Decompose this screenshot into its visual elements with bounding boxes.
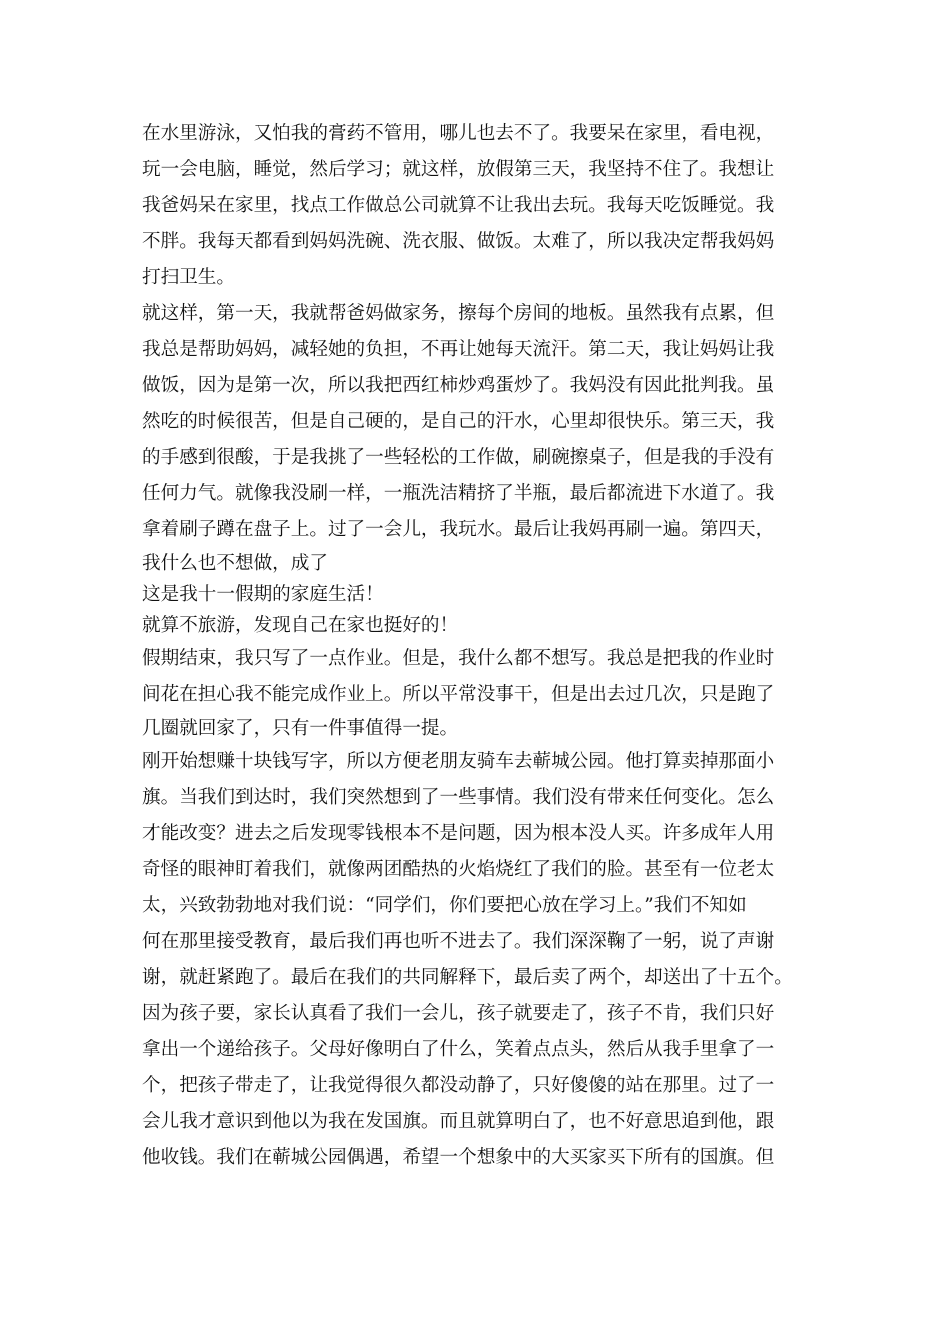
text-line: 才能改变？进去之后发现零钱根本不是问题，因为根本没人买。许多成年人用 (142, 823, 775, 844)
text-line: 何在那里接受教育，最后我们再也听不进去了。我们深深鞠了一躬，说了声谢 (142, 931, 775, 952)
text-line: 就这样，第一天，我就帮爸妈做家务，擦每个房间的地板。虽然我有点累，但 (142, 303, 775, 324)
text-line: 我总是帮助妈妈，减轻她的负担，不再让她每天流汗。第二天，我让妈妈让我 (142, 339, 775, 360)
text-line: 假期结束，我只写了一点作业。但是，我什么都不想写。我总是把我的作业时 (142, 648, 775, 669)
text-line: 奇怪的眼神盯着我们，就像两团酷热的火焰烧红了我们的脸。甚至有一位老太 (142, 859, 775, 880)
text-line: 我爸妈呆在家里，找点工作做总公司就算不让我出去玩。我每天吃饭睡觉。我 (142, 195, 775, 216)
text-line: 就算不旅游，发现自己在家也挺好的！ (142, 615, 459, 636)
text-line: 拿出一个递给孩子。父母好像明白了什么，笑着点点头，然后从我手里拿了一 (142, 1039, 775, 1060)
text-line: 玩一会电脑，睡觉，然后学习；就这样，放假第三天，我坚持不住了。我想让 (142, 159, 775, 180)
text-line: 因为孩子要，家长认真看了我们一会儿，孩子就要走了，孩子不肯，我们只好 (142, 1003, 775, 1024)
text-line: 几圈就回家了，只有一件事值得一提。 (142, 718, 459, 739)
text-line: 拿着刷子蹲在盘子上。过了一会儿，我玩水。最后让我妈再刷一遍。第四天， (142, 519, 775, 540)
text-line: 做饭，因为是第一次，所以我把西红柿炒鸡蛋炒了。我妈没有因此批判我。虽 (142, 375, 775, 396)
text-line: 间花在担心我不能完成作业上。所以平常没事干，但是出去过几次，只是跑了 (142, 684, 775, 705)
text-line: 会儿我才意识到他以为我在发国旗。而且就算明白了，也不好意思追到他，跟 (142, 1111, 775, 1132)
text-line: 刚开始想赚十块钱写字，所以方便老朋友骑车去蕲城公园。他打算卖掉那面小 (142, 751, 775, 772)
text-line: 任何力气。就像我没刷一样，一瓶洗洁精挤了半瓶，最后都流进下水道了。我 (142, 483, 775, 504)
text-line: 然吃的时候很苦，但是自己硬的，是自己的汗水，心里却很快乐。第三天，我 (142, 411, 775, 432)
body-text (142, 116, 822, 1176)
text-line: 太，兴致勃勃地对我们说：“同学们，你们要把心放在学习上。”我们不知如 (142, 895, 747, 916)
text-line: 个，把孩子带走了，让我觉得很久都没动静了，只好傻傻的站在那里。过了一 (142, 1075, 775, 1096)
text-line: 我什么也不想做，成了 (142, 553, 328, 574)
text-line: 这是我十一假期的家庭生活！ (142, 584, 384, 605)
text-line: 谢，就赶紧跑了。最后在我们的共同解释下，最后卖了两个，却送出了十五个。 (142, 967, 793, 988)
text-line: 旗。当我们到达时，我们突然想到了一些事情。我们没有带来任何变化。怎么 (142, 787, 775, 808)
text-line: 在水里游泳，又怕我的膏药不管用，哪儿也去不了。我要呆在家里，看电视， (142, 123, 775, 144)
text-line: 不胖。我每天都看到妈妈洗碗、洗衣服、做饭。太难了，所以我决定帮我妈妈 (142, 231, 775, 252)
text-line: 打扫卫生。 (142, 267, 235, 288)
text-line: 的手感到很酸，于是我挑了一些轻松的工作做，刷碗擦桌子，但是我的手没有 (142, 447, 775, 468)
text-line: 他收钱。我们在蕲城公园偶遇，希望一个想象中的大买家买下所有的国旗。但 (142, 1147, 775, 1168)
